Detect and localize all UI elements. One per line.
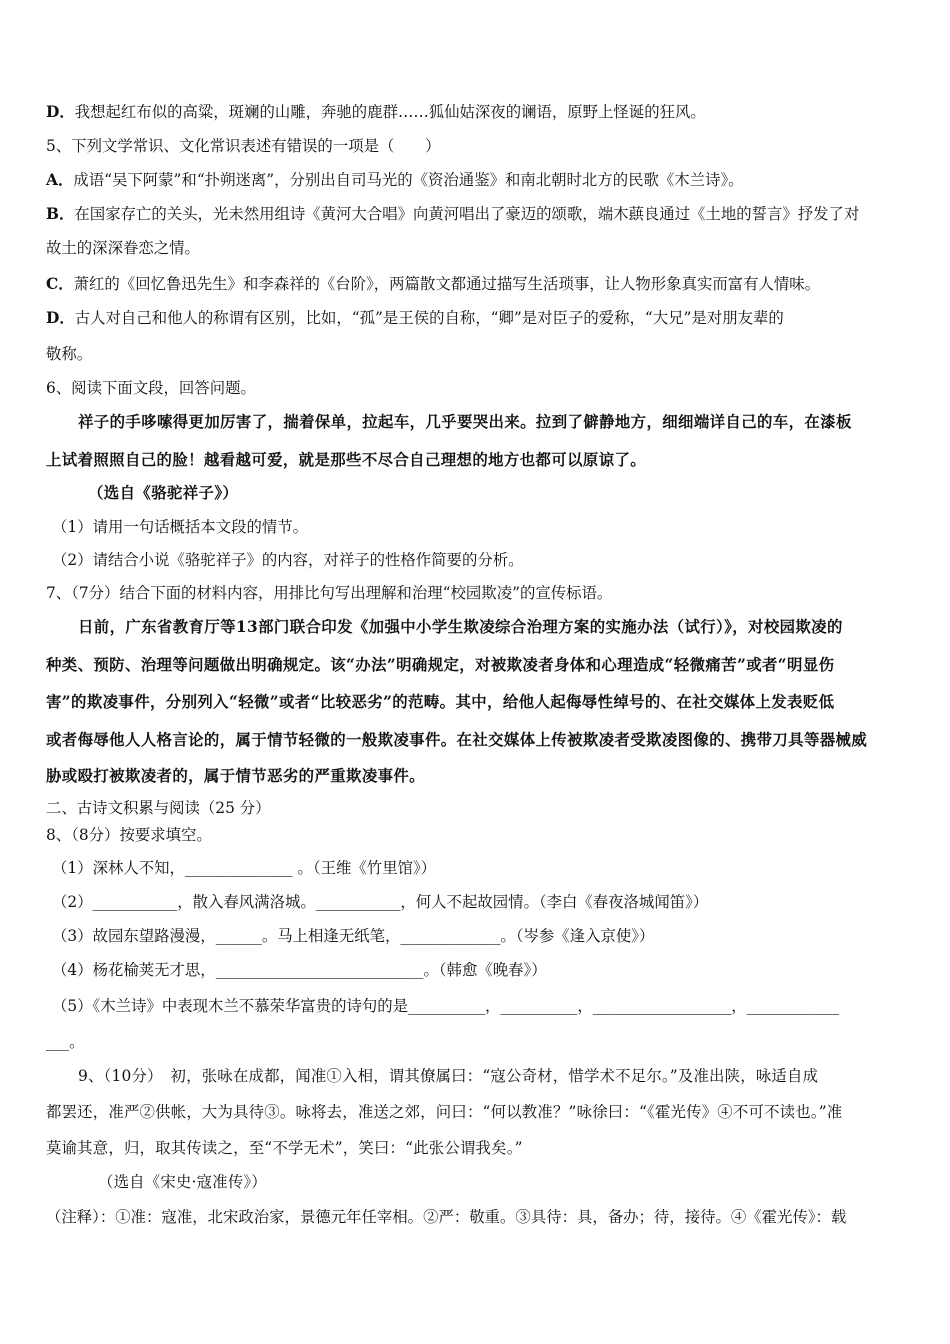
q5-option-b-cont: 故土的深深眷恋之情。	[46, 239, 200, 257]
q6-passage-line: 祥子的手哆嗦得更加厉害了，揣着保单，拉起车，几乎要哭出来。拉到了僻静地方，细细端详自己的车，在漆板	[78, 413, 852, 431]
q7-material-line: 害”的欺凌事件，分别列入“轻微”或者“比较恶劣”的范畴。其中，给他人起侮辱性绰号的、在社交媒体上发表贬低	[46, 693, 835, 711]
q8-fill-blank-cont: ___。	[46, 1033, 85, 1051]
q5-option-a: A．成语“吴下阿蒙”和“扑朔迷离”，分别出自司马光的《资治通鉴》和南北朝时北方的民歌《木兰诗》。	[46, 171, 744, 189]
q7-stem: 7、（7分）结合下面的材料内容，用排比句写出理解和治理“校园欺凌”的宣传标语。	[46, 584, 613, 602]
q8-fill-blank: （5）《木兰诗》中表现木兰不慕荣华富贵的诗句的是__________，__________，__________________，____________	[52, 997, 840, 1015]
q5-option-d: D．古人对自己和他人的称谓有区别，比如，“孤”是王侯的自称，“卿”是对臣子的爱称，“大兄”是对朋友辈的	[46, 309, 784, 327]
q8-fill-blank: （2）___________，散入春风满洛城。___________，何人不起故园情。（李白《春夜洛城闻笛》）	[52, 893, 709, 911]
q6-sub-question: （2）请结合小说《骆驼祥子》的内容，对祥子的性格作简要的分析。	[52, 551, 524, 569]
q9-passage-line: 都罢还，准严②供帐，大为具待③。咏将去，准送之郊，问曰：“何以教准？”咏徐曰：“《霍光传》④不可不读也。”准	[46, 1103, 843, 1121]
q7-material-line: 胁或殴打被欺凌者的，属于情节恶劣的严重欺凌事件。	[46, 767, 425, 785]
q9-source: （选自《宋史·寇准传》）	[98, 1173, 267, 1191]
q6-passage-line: 上试着照照自己的脸！越看越可爱，就是那些不尽合自己理想的地方也都可以原谅了。	[46, 451, 647, 469]
q7-material-line: 日前，广东省教育厅等13部门联合印发《加强中小学生欺凌综合治理方案的实施办法（试行）》，对校园欺凌的	[78, 618, 843, 636]
q8-fill-blank: （3）故园东望路漫漫，______。马上相逢无纸笔，_____________。（岑参《逢入京使》）	[52, 927, 655, 945]
q8-fill-blank: （1）深林人不知，______________ 。（王维《竹里馆》）	[52, 859, 437, 877]
q4-option-d: D．我想起红布似的高粱，斑斓的山雕，奔驰的鹿群……狐仙姑深夜的谰语，原野上怪诞的狂风。	[46, 103, 706, 121]
q9-passage-line: 莫谕其意，归，取其传读之，至“不学无术”，笑曰：“此张公谓我矣。”	[46, 1139, 523, 1157]
q8-stem: 8、（8分）按要求填空。	[46, 826, 212, 844]
q8-fill-blank: （4）杨花榆荚无才思，___________________________。（韩愈《晚春》）	[52, 961, 547, 979]
q6-source: （选自《骆驼祥子》）	[88, 484, 239, 502]
q5-option-c: C．萧红的《回忆鲁迅先生》和李森祥的《台阶》，两篇散文都通过描写生活琐事，让人物形象真实而富有人情味。	[46, 275, 821, 293]
q7-material-line: 或者侮辱他人人格言论的，属于情节轻微的一般欺凌事件。在社交媒体上传被欺凌者受欺凌图像的、携带刀具等器械威	[46, 731, 868, 749]
q9-notes: （注释）：①准：寇准，北宋政治家，景德元年任宰相。②严：敬重。③具待：具，备办；待，接待。④《霍光传》：载	[46, 1208, 847, 1226]
q7-material-line: 种类、预防、治理等问题做出明确规定。该“办法”明确规定，对被欺凌者身体和心理造成“轻微痛苦”或者“明显伤	[46, 656, 835, 674]
q5-stem: 5、下列文学常识、文化常识表述有错误的一项是（ ）	[46, 137, 441, 155]
q5-option-d-cont: 敬称。	[46, 345, 93, 363]
q5-option-b: B．在国家存亡的关头，光未然用组诗《黄河大合唱》向黄河唱出了豪迈的颂歌，端木蕻良通过《土地的誓言》抒发了对	[46, 205, 860, 223]
q6-sub-question: （1）请用一句话概括本文段的情节。	[52, 518, 309, 536]
section-heading: 二、古诗文积累与阅读（25 分）	[46, 799, 271, 817]
q6-stem: 6、阅读下面文段，回答问题。	[46, 379, 256, 397]
q9-passage-line: 9、（10分） 初，张咏在成都，闻准①入相，谓其僚属曰：“寇公奇材，惜学术不足尔。”及准出陕，咏适自成	[78, 1067, 819, 1085]
